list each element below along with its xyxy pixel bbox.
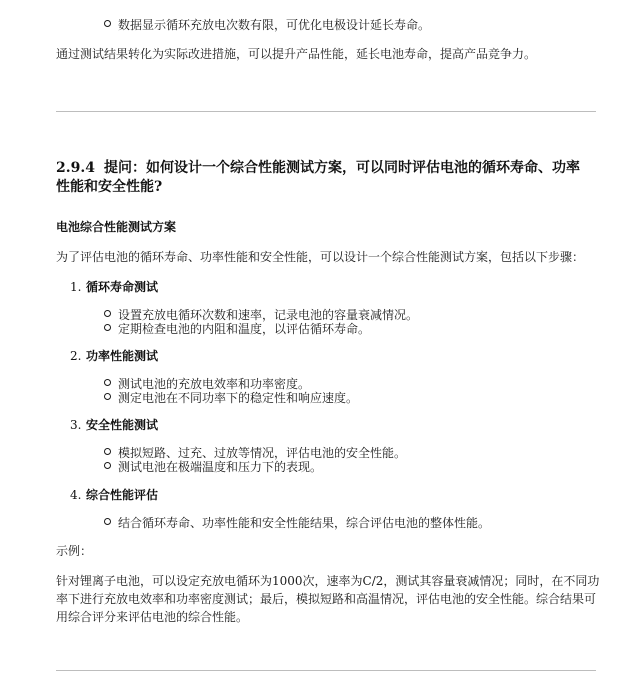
step-number: 1. — [70, 280, 82, 294]
list-item — [104, 321, 370, 337]
list-item — [104, 17, 430, 33]
list-item — [104, 390, 358, 406]
bullet-text: 结合循环寿命、功率性能和安全性能结果，综合评估电池的整体性能。 — [118, 516, 491, 530]
step-title: 循环寿命测试 — [86, 280, 159, 294]
bullet-text: 测试电池在极端温度和压力下的表现。 — [118, 460, 323, 474]
step-item — [70, 487, 158, 503]
bullet-text: 定期检查电池的内阻和温度，以评估循环寿命。 — [118, 322, 371, 336]
conclusion-paragraph: 通过测试结果转化为实际改进措施，可以提升产品性能，延长电池寿命，提高产品竞争力。 — [56, 47, 537, 61]
step-title: 功率性能测试 — [86, 349, 159, 363]
section-title-line2: 性能和安全性能? — [56, 179, 163, 195]
bullet-icon — [104, 379, 111, 386]
section-heading — [56, 159, 596, 197]
step-number: 3. — [70, 418, 82, 432]
list-item — [104, 459, 322, 475]
step-title: 综合性能评估 — [86, 488, 159, 502]
step-item — [70, 348, 158, 364]
step-item — [70, 417, 158, 433]
step-item — [70, 279, 158, 295]
list-item — [104, 515, 490, 531]
intro-paragraph: 为了评估电池的循环寿命、功率性能和安全性能，可以设计一个综合性能测试方案，包括以下步骤： — [56, 250, 585, 264]
example-line: 率下进行充放电效率和功率密度测试；最后，模拟短路和高温情况，评估电池的安全性能。综合结果可 — [56, 592, 597, 606]
bullet-text: 数据显示循环充放电次数有限，可优化电极设计延长寿命。 — [118, 18, 431, 32]
divider — [56, 670, 596, 671]
example-line: 用综合评分来评估电池的综合性能。 — [56, 610, 249, 624]
bullet-text: 模拟短路、过充、过放等情况，评估电池的安全性能。 — [118, 446, 407, 460]
section-title-line1: 提问：如何设计一个综合性能测试方案，可以同时评估电池的循环寿命、功率 — [104, 160, 580, 176]
bullet-icon — [104, 393, 111, 400]
bullet-text: 测试电池的充放电效率和功率密度。 — [118, 377, 311, 391]
bullet-icon — [104, 310, 111, 317]
divider — [56, 111, 596, 112]
step-number: 4. — [70, 488, 82, 502]
bullet-icon — [104, 448, 111, 455]
bullet-icon — [104, 462, 111, 469]
bullet-text: 测定电池在不同功率下的稳定性和响应速度。 — [118, 391, 359, 405]
bullet-icon — [104, 324, 111, 331]
step-title: 安全性能测试 — [86, 418, 159, 432]
bullet-text: 设置充放电循环次数和速率，记录电池的容量衰减情况。 — [118, 308, 419, 322]
bullet-icon — [104, 518, 111, 525]
subheading: 电池综合性能测试方案 — [56, 220, 177, 234]
example-label: 示例： — [56, 544, 93, 558]
example-line: 针对锂离子电池，可以设定充放电循环为1000次，速率为C/2，测试其容量衰减情况；同时，在不同功 — [56, 574, 600, 588]
section-number: 2.9.4 — [56, 160, 95, 176]
step-number: 2. — [70, 349, 82, 363]
bullet-icon — [104, 20, 111, 27]
